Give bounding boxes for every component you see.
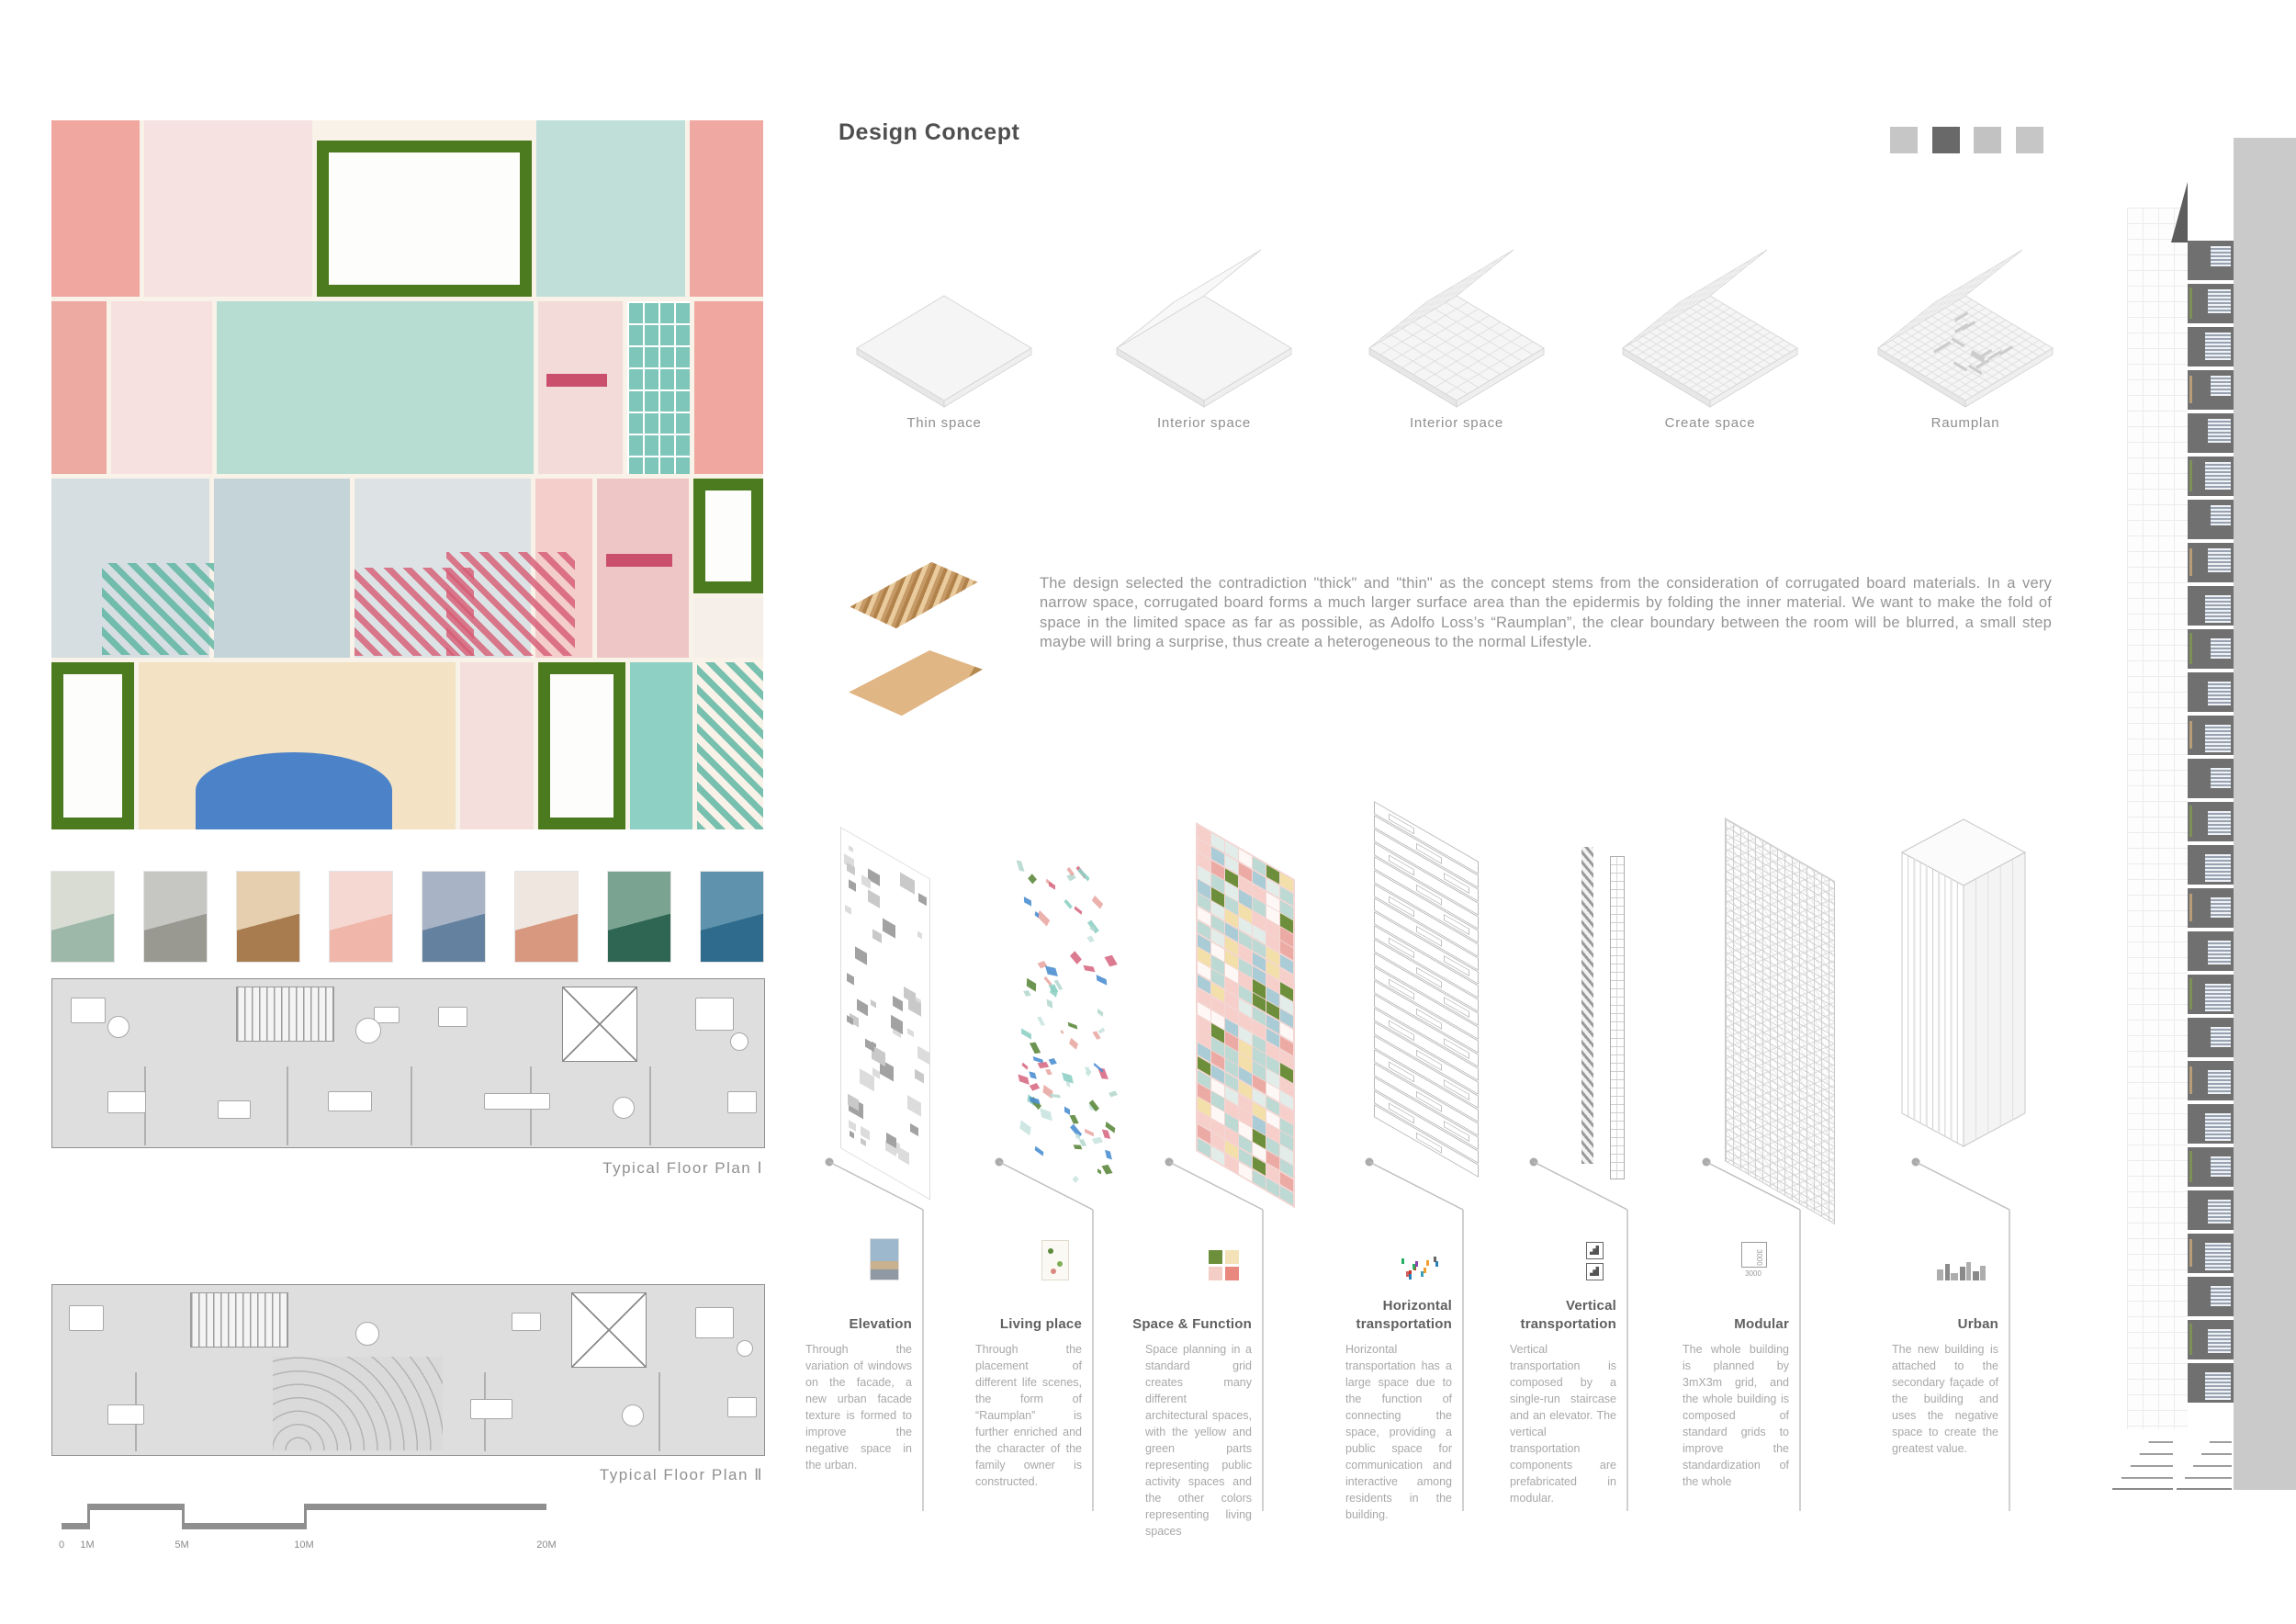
dim-label: 3000	[1745, 1269, 1761, 1278]
furniture-bit	[1017, 860, 1025, 871]
window-blinds	[2208, 548, 2231, 572]
skyline-bar	[1937, 1269, 1943, 1280]
furniture-bit	[1086, 935, 1094, 942]
window-blinds	[2211, 1286, 2231, 1306]
scale-bar-segment	[62, 1523, 87, 1529]
legend-swatch	[1209, 1250, 1222, 1264]
furniture-bit	[1069, 1038, 1078, 1050]
collage-room	[693, 479, 763, 593]
furniture-bit	[1097, 1028, 1105, 1034]
elevation-module	[2188, 1277, 2234, 1316]
person-glyph	[1434, 1257, 1436, 1262]
scale-bar-tick-label: 5M	[174, 1539, 189, 1551]
furniture-bit	[1049, 881, 1055, 889]
collage-room	[51, 662, 134, 829]
furniture	[71, 998, 106, 1023]
furniture-bit	[1029, 1071, 1037, 1078]
elevation-module	[2188, 413, 2234, 453]
wall-line	[287, 1066, 288, 1145]
elevation-module	[2188, 975, 2234, 1014]
strategy-body: The new building is attached to the secondary façade of the building and uses the negative space to create the greatest value.	[1892, 1343, 1998, 1455]
elevation-module	[2188, 284, 2234, 323]
furniture-bit	[1030, 1083, 1041, 1091]
concept-paragraph: The design selected the contradiction "thick" and "thin" as the concept stems from the consideration of corrugated board materials. In a very narrow space, corrugated board forms a much larger surface area than the epidermis by folding the inner material. We want to make the fold of space in the limited space as far as possible, as Adolfo Loss’s “Raumplan”, the clear boundary between the room will be blurred, a small step maybe will bring a surprise, thus create a heterogeneous to the normal Lifestyle.	[1040, 574, 2052, 650]
collage-room	[460, 662, 534, 829]
furniture-bit	[1045, 1068, 1052, 1075]
interior-thumbnail	[607, 871, 671, 963]
elevation-module	[2188, 931, 2234, 971]
facade-window	[917, 1045, 929, 1065]
furniture	[218, 1100, 251, 1119]
furniture-bit	[1074, 906, 1082, 915]
strategy-title: Elevation	[849, 1315, 912, 1332]
bunk-bar	[546, 374, 607, 387]
facade-window	[907, 1095, 921, 1117]
green-sliver	[2189, 1151, 2192, 1182]
tan-sliver	[2189, 721, 2192, 749]
furniture-bit	[1020, 1120, 1031, 1135]
strategy-body: Through the placement of different life scenes, the form of “Raumplan” is further enriched and the character of the family owner is constructed.	[975, 1343, 1082, 1488]
window-blinds	[2208, 289, 2231, 313]
furniture-bit	[1021, 1029, 1031, 1040]
skyline-bar	[1945, 1264, 1950, 1280]
window-blinds	[2211, 376, 2231, 396]
window-blinds	[2211, 638, 2231, 659]
fold-step-label: Thin space	[906, 415, 982, 431]
furniture-bit	[1049, 1058, 1057, 1065]
window-blinds	[2208, 811, 2231, 835]
elevation-module	[2188, 1061, 2234, 1100]
strategy-title: Living place	[999, 1315, 1082, 1332]
fold-step	[1356, 231, 1558, 431]
elevation-module	[2188, 672, 2234, 712]
person-glyph	[1415, 1261, 1418, 1267]
fold-step	[1864, 231, 2066, 431]
play-hill	[196, 752, 392, 829]
axon-urban-box	[1899, 816, 2028, 1165]
legend-swatch	[1209, 1267, 1222, 1280]
window-blinds	[2205, 595, 2231, 623]
strategy-body: Space planning in a standard grid creates many different architectural spaces, with the yellow and green parts representing public activity spaces and the other colors representing living spaces	[1145, 1343, 1252, 1538]
collage-room	[446, 552, 575, 656]
furniture	[374, 1007, 400, 1023]
collage-room	[597, 479, 689, 658]
strategy-icon-color-legend	[1109, 1235, 1239, 1280]
skyline-bar	[1966, 1262, 1971, 1280]
scale-bar-tick-label: 0	[58, 1539, 65, 1551]
tan-sliver	[2189, 1239, 2192, 1267]
poster-mark	[1057, 1261, 1063, 1267]
elevation-photo-icon	[870, 1238, 899, 1280]
elevator-icon	[1586, 1263, 1604, 1280]
furniture	[727, 1091, 757, 1113]
window-blinds	[2205, 462, 2231, 490]
strategy-title: Horizontal transportation	[1356, 1297, 1452, 1332]
interior-thumbnail	[51, 871, 115, 963]
corrugated-board-image	[846, 557, 982, 634]
axon-elevator-core	[1610, 856, 1625, 1179]
facade-window	[872, 929, 882, 943]
scale-bar-segment	[87, 1504, 182, 1510]
strategy-body: The whole building is planned by 3mX3m grid, and the whole building is composed of standard grids to improve the standardization of the whole	[1683, 1343, 1789, 1488]
skyline-bar	[1980, 1266, 1986, 1280]
collage-room	[697, 662, 763, 829]
green-sliver	[2189, 633, 2192, 664]
stair-elevator-icons	[1586, 1242, 1604, 1280]
axon-stair-core	[1581, 847, 1593, 1164]
stair-block	[236, 987, 334, 1042]
person-glyph	[1426, 1260, 1429, 1266]
window-blinds	[2205, 333, 2231, 360]
person-glyph	[1421, 1271, 1424, 1277]
elevation-module	[2188, 1320, 2234, 1359]
window-blinds	[2208, 682, 2231, 705]
collage-room	[536, 120, 685, 297]
furniture-bit	[1028, 874, 1037, 884]
collage-room	[111, 301, 212, 474]
floor-plan-1-label: Typical Floor Plan Ⅰ	[602, 1159, 763, 1177]
collage-room	[630, 662, 692, 829]
furniture	[438, 1007, 467, 1027]
scale-bar-segment	[304, 1504, 546, 1510]
fold-step	[1103, 231, 1305, 431]
furniture	[107, 1091, 146, 1113]
strategy-icon-city-skyline	[1856, 1235, 1986, 1280]
interior-thumbnail	[236, 871, 300, 963]
floor-plan-2-label: Typical Floor Plan Ⅱ	[599, 1466, 763, 1483]
poster-mark	[1048, 1248, 1053, 1254]
elevation-module	[2188, 1018, 2234, 1057]
legend-swatch	[1225, 1250, 1239, 1264]
facade-window	[849, 879, 856, 891]
collage-room	[693, 598, 763, 658]
planter-board	[550, 674, 613, 818]
green-sliver	[2189, 806, 2192, 837]
window-blinds	[2211, 505, 2231, 525]
round-table	[730, 1032, 748, 1051]
elevation-module	[2188, 888, 2234, 928]
furniture-bit	[1070, 1115, 1079, 1123]
elevation-module	[2188, 370, 2234, 410]
collage-room	[694, 301, 763, 474]
stair-glyph	[1590, 1246, 1599, 1255]
elevation-module	[2188, 845, 2234, 885]
elevation-terrace-right	[2177, 1431, 2232, 1490]
collage-room	[538, 301, 623, 474]
palette-swatch	[1890, 127, 1918, 153]
facade-window	[847, 973, 855, 986]
facade-window	[907, 1028, 914, 1038]
person-glyph	[1409, 1274, 1412, 1280]
facade-window	[865, 1038, 874, 1052]
strategy-title: Vertical transportation	[1520, 1297, 1616, 1332]
wall-line	[658, 1372, 660, 1451]
people-icons	[1397, 1257, 1439, 1280]
skyline-bar	[1951, 1273, 1958, 1280]
furniture-bit	[1097, 1009, 1103, 1017]
bunk-bar	[606, 554, 672, 567]
strategy-icon-living-poster	[940, 1235, 1069, 1280]
furniture	[484, 1093, 550, 1110]
scale-bar-tick-label: 20M	[536, 1539, 557, 1551]
fold-step-label: Interior space	[1409, 415, 1504, 431]
facade-window	[900, 872, 915, 895]
window-blinds	[2205, 1372, 2231, 1400]
round-table	[355, 1322, 379, 1346]
elevation-module	[2188, 1363, 2234, 1403]
stair-icon	[1586, 1242, 1604, 1259]
tan-sliver	[2189, 894, 2192, 921]
planter-board	[329, 152, 520, 285]
furniture-bit	[1037, 910, 1050, 926]
collage-room	[139, 662, 456, 829]
window-blinds	[2208, 1200, 2231, 1224]
elevation-module	[2188, 1104, 2234, 1144]
interior-thumbnail	[700, 871, 764, 963]
facade-window	[850, 1131, 854, 1139]
window-blinds	[2205, 725, 2231, 752]
round-table	[355, 1018, 381, 1043]
scale-bar-tick-label: 1M	[80, 1539, 95, 1551]
legend-swatch	[1225, 1267, 1239, 1280]
interior-thumbnail	[422, 871, 486, 963]
green-sliver	[2189, 978, 2192, 1009]
color-legend-icon	[1209, 1250, 1239, 1280]
furniture-bit	[1037, 1017, 1044, 1025]
facade-window	[857, 998, 868, 1017]
window-blinds	[2205, 1243, 2231, 1270]
collage-room	[538, 662, 625, 829]
furniture-bit	[1061, 1030, 1064, 1033]
skyline-bar	[1960, 1267, 1965, 1280]
window-blinds	[2211, 897, 2231, 918]
collage-room	[51, 120, 140, 297]
strategy-icon-grid-dimension	[1647, 1235, 1776, 1280]
furniture-bit	[1064, 899, 1074, 909]
tan-sliver	[2189, 1066, 2192, 1094]
facade-window	[917, 931, 923, 940]
facade-window	[861, 1126, 869, 1140]
facade-window	[915, 1069, 924, 1084]
facade-window	[845, 904, 851, 914]
dim-label-vertical: 3000	[1755, 1249, 1763, 1266]
stair-block	[190, 1292, 288, 1348]
city-skyline-icon	[1937, 1262, 1986, 1280]
strategy-title: Urban	[1957, 1315, 1998, 1332]
window-blinds	[2205, 1113, 2231, 1141]
window-blinds	[2211, 768, 2231, 788]
window-blinds	[2208, 941, 2231, 964]
furniture	[328, 1091, 372, 1111]
elevation-module	[2188, 543, 2234, 582]
collage-room	[217, 301, 534, 474]
fold-step-label: Raumplan	[1930, 415, 2000, 431]
furniture-bit	[1078, 868, 1090, 881]
facade-window	[871, 999, 876, 1009]
page-title: Design Concept	[838, 119, 1020, 145]
round-table	[613, 1097, 635, 1119]
furniture	[69, 1305, 104, 1331]
furniture-bit	[1045, 965, 1058, 976]
round-table	[107, 1016, 129, 1038]
window-blinds	[2211, 1027, 2231, 1047]
planter-board	[705, 491, 751, 581]
furniture-bit	[1067, 1021, 1077, 1029]
furniture	[695, 998, 734, 1031]
furniture-bit	[1091, 895, 1102, 908]
facade-window	[849, 845, 853, 852]
elevation-module	[2188, 241, 2234, 280]
window-blinds	[2211, 246, 2231, 266]
furniture-bit	[1097, 975, 1108, 986]
furniture-bit	[1024, 897, 1032, 906]
scale-bar-tick-label: 10M	[294, 1539, 314, 1551]
elevation-module	[2188, 1190, 2234, 1230]
wall-line	[649, 1066, 651, 1145]
elevator-shaft	[571, 1292, 647, 1368]
furniture-bit	[1104, 955, 1117, 966]
elevation-grid-facade	[2127, 208, 2188, 1429]
green-sliver	[2189, 1324, 2192, 1355]
collage-room	[102, 563, 214, 655]
collage-room	[690, 120, 763, 297]
wall-line	[411, 1066, 412, 1145]
tan-sliver	[2189, 548, 2192, 576]
scale-bar-riser	[304, 1504, 307, 1529]
collage-room	[214, 479, 350, 658]
furniture-bit	[1047, 999, 1052, 1009]
elevation-terrace-left	[2112, 1431, 2173, 1490]
strategy-icon-people-icons	[1310, 1235, 1439, 1280]
scale-bar-segment	[182, 1523, 304, 1529]
interior-thumbnail	[514, 871, 579, 963]
elevation-module	[2188, 716, 2234, 755]
window-blinds	[2208, 1329, 2231, 1353]
skyline-bar	[1973, 1271, 1979, 1280]
strategy-body: Through the variation of windows on the facade, a new urban facade texture is formed to improve the negative space in the urban.	[805, 1343, 912, 1472]
facade-window	[893, 996, 903, 1012]
elevation-module	[2188, 802, 2234, 841]
elevation-module	[2188, 586, 2234, 626]
palette-swatch	[1974, 127, 2001, 153]
window-blinds	[2211, 1156, 2231, 1177]
elevation-module	[2188, 1234, 2234, 1273]
scale-bar-riser	[182, 1504, 185, 1529]
collage-room	[627, 301, 690, 474]
elevator-shaft	[562, 987, 637, 1062]
facade-window	[918, 894, 926, 906]
furniture-bit	[1090, 926, 1095, 932]
poster-mark	[1051, 1269, 1056, 1274]
person-glyph	[1424, 1268, 1426, 1273]
window-blinds	[2205, 854, 2231, 882]
collage-room	[317, 141, 532, 297]
furniture-bit	[1083, 965, 1095, 973]
furniture-bit	[1064, 1107, 1069, 1116]
strategy-icon-elevation-photo	[770, 1235, 899, 1280]
elevation-module	[2188, 500, 2234, 539]
furniture-bit	[1085, 1129, 1095, 1136]
amphitheater-steps	[273, 1357, 443, 1450]
interior-thumbnail	[143, 871, 208, 963]
elevation-module	[2188, 457, 2234, 496]
grid-dimension-icon	[1739, 1240, 1776, 1280]
interior-thumbnail	[329, 871, 393, 963]
furniture-bit	[1102, 1130, 1110, 1139]
stair-glyph	[1590, 1267, 1599, 1276]
furniture-bit	[1022, 1063, 1029, 1070]
facade-window	[868, 889, 880, 908]
fold-step	[843, 231, 1045, 431]
person-glyph	[1401, 1258, 1404, 1264]
strategy-title: Space & Function	[1132, 1315, 1252, 1332]
corrugated-board-flat-image	[846, 647, 985, 720]
elevation-module	[2188, 759, 2234, 798]
strategy-body: Vertical transportation is composed by a single-run staircase and an elevator. The vertical transportation components are prefabricated in modular.	[1510, 1343, 1616, 1505]
round-table	[622, 1404, 644, 1427]
planter-board	[63, 674, 122, 818]
elevation-background-band	[2234, 138, 2296, 1490]
furniture-bit	[1040, 1108, 1052, 1121]
furniture-bit	[1070, 952, 1082, 965]
strategy-icon-stair-elevator-icons	[1474, 1235, 1604, 1280]
elevation-module-stack	[2188, 241, 2234, 1435]
green-sliver	[2189, 288, 2192, 319]
elevation-module	[2188, 327, 2234, 367]
furniture-bit	[1109, 1091, 1118, 1098]
axon-floor-plates	[1374, 831, 1484, 1153]
furniture	[470, 1399, 512, 1419]
furniture-bit	[1043, 976, 1052, 985]
furniture	[512, 1313, 541, 1331]
palette-swatch	[1932, 127, 1960, 153]
floor-plan-1	[51, 978, 765, 1148]
fold-step-label: Create space	[1664, 415, 1756, 431]
sectional-perspective-illustration	[51, 120, 763, 829]
facade-window	[855, 946, 867, 964]
elevation-module	[2188, 1147, 2234, 1187]
furniture-bit	[1037, 1062, 1049, 1068]
facade-window	[910, 1123, 918, 1136]
elevation-module	[2188, 629, 2234, 669]
window-blinds	[2208, 419, 2231, 443]
furniture-bit	[1023, 991, 1030, 998]
floor-plan-2	[51, 1284, 765, 1456]
collage-room	[144, 120, 312, 297]
grayscale-swatches	[1890, 127, 2074, 154]
strategy-title: Modular	[1734, 1315, 1789, 1332]
window-blinds	[2205, 984, 2231, 1011]
fold-step-label: Interior space	[1156, 415, 1252, 431]
furniture-bit	[1035, 911, 1039, 918]
furniture	[107, 1404, 144, 1425]
window-blinds	[2208, 1070, 2231, 1094]
collage-room	[51, 301, 107, 474]
furniture-bit	[1030, 1043, 1041, 1054]
living-poster-icon	[1041, 1240, 1069, 1280]
furniture-bit	[1018, 1074, 1029, 1084]
palette-swatch	[2016, 127, 2043, 153]
green-sliver	[2189, 460, 2192, 491]
facade-window	[883, 919, 895, 939]
scale-bar-riser	[87, 1504, 90, 1529]
tan-sliver	[2189, 376, 2192, 403]
strategy-body: Horizontal transportation has a large space due to the function of connecting the space, providing a public space for communication and interactive among residents in the building.	[1345, 1343, 1452, 1521]
fold-step	[1609, 231, 1811, 431]
